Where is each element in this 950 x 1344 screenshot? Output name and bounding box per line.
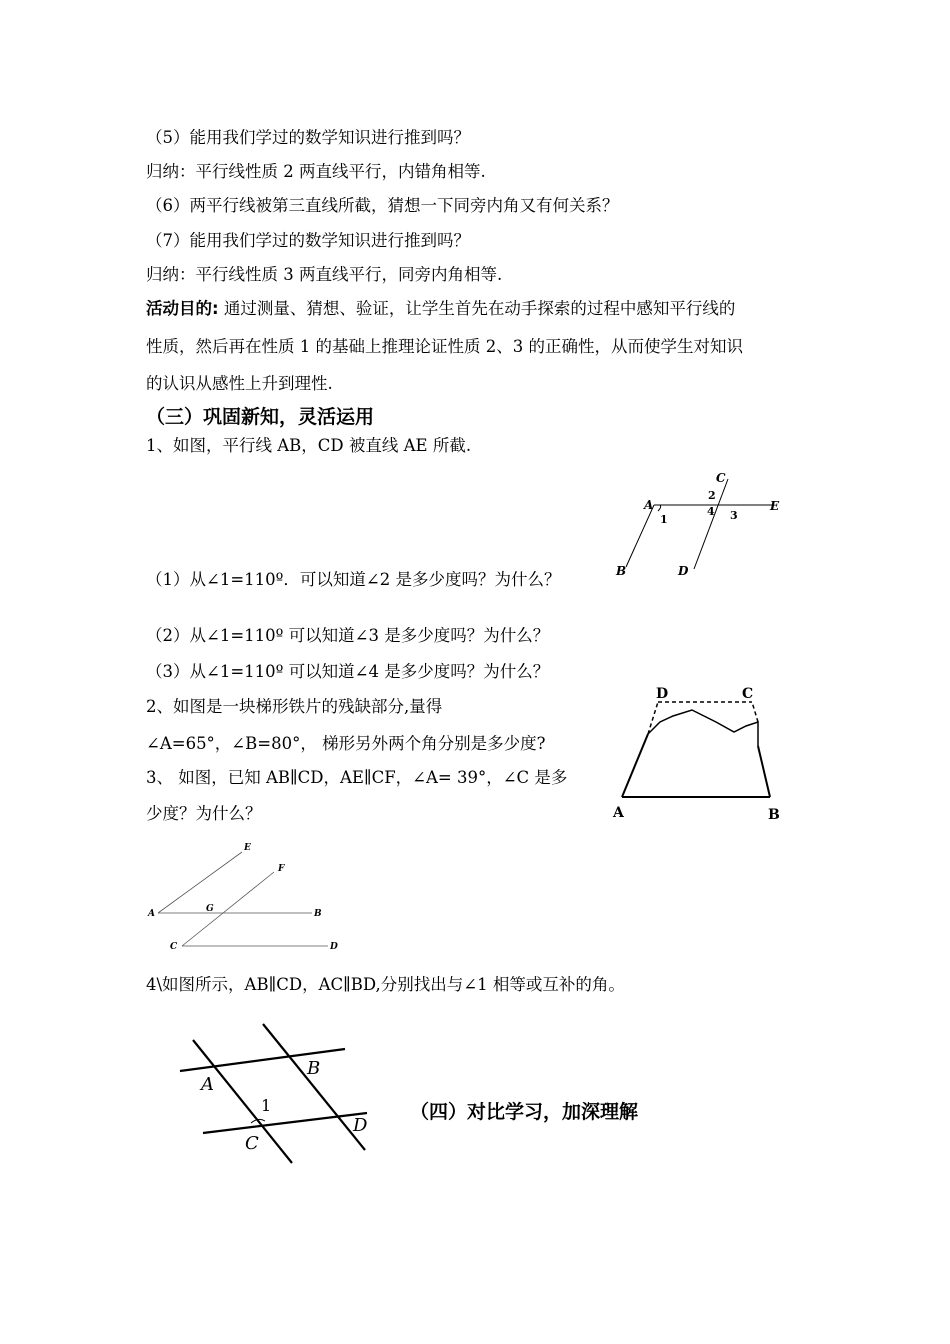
fig4-label-D: D [353,1115,368,1136]
fig3-label-C: C [170,942,178,952]
fig4-angle-1: 1 [261,1096,272,1115]
fig4-label-A: A [201,1074,214,1095]
fig3-label-A: A [148,909,155,919]
fig1-label-E: E [770,499,780,513]
fig2-label-A: A [613,805,624,821]
problem-2-line-2: ∠A=65°，∠B=80°， 梯形另外两个角分别是多少度? [146,734,546,753]
section-4-heading: （四）对比学习，加深理解 [410,1101,639,1123]
problem-4: 4\如图所示，AB∥CD，AC∥BD,分别找出与∠1 相等或互补的角。 [146,975,625,994]
activity-purpose-line-2: 性质，然后再在性质 1 的基础上推理论证性质 2、3 的正确性，从而使学生对知识 [146,337,743,356]
figure-3-parallel-lines [140,838,350,958]
problem-3-line-1: 3、 如图，已知 AB∥CD，AE∥CF，∠A= 39°，∠C 是多 [146,768,568,787]
fig3-label-B: B [314,909,322,919]
summary-property-2: 归纳：平行线性质 2 两直线平行，内错角相等. [146,162,486,181]
fig3-label-D: D [330,942,338,952]
fig3-label-E: E [244,843,251,853]
fig1-label-A: A [644,498,654,512]
fig1-angle-4: 4 [707,505,715,518]
fig2-label-C: C [742,686,754,702]
fig4-label-C: C [245,1133,259,1154]
activity-purpose-label: 活动目的: [146,299,219,318]
section-3-heading: （三）巩固新知，灵活运用 [146,406,375,428]
problem-1: 1、如图，平行线 AB，CD 被直线 AE 所截. [146,436,472,455]
figure-1-parallel-lines [610,465,790,585]
fig1-label-B: B [616,564,627,578]
problem-1-part-2: （2）从∠1=110º 可以知道∠3 是多少度吗？为什么？ [146,626,550,645]
fig2-label-B: B [768,807,780,823]
fig3-label-F: F [278,864,285,874]
activity-purpose-text: 通过测量、猜想、验证，让学生首先在动手探索的过程中感知平行线的 [223,299,736,318]
fig2-label-D: D [656,686,669,702]
question-5: （5）能用我们学过的数学知识进行推到吗？ [146,128,470,147]
problem-1-part-3: （3）从∠1=110º 可以知道∠4 是多少度吗？为什么？ [146,662,550,681]
problem-3-line-2: 少度？为什么？ [146,804,262,823]
fig3-label-G: G [206,904,214,914]
problem-2-line-1: 2、如图是一块梯形铁片的残缺部分,量得 [146,697,443,716]
fig1-angle-1: 1 [660,513,668,526]
figure-4-parallelogram-lines [175,1018,375,1168]
question-6: （6）两平行线被第三直线所截，猜想一下同旁内角又有何关系？ [146,196,619,215]
fig1-angle-3: 3 [730,509,738,522]
activity-purpose-line-1 [146,299,735,319]
problem-1-part-1: （1）从∠1=110º．可以知道∠2 是多少度吗？为什么？ [146,570,561,589]
summary-property-3: 归纳：平行线性质 3 两直线平行，同旁内角相等. [146,265,503,284]
fig4-label-B: B [307,1058,321,1079]
figure-2-trapezoid [608,682,793,822]
question-7: （7）能用我们学过的数学知识进行推到吗？ [146,231,470,250]
activity-purpose-line-3: 的认识从感性上升到理性. [146,374,333,393]
fig1-label-D: D [678,564,689,578]
fig1-label-C: C [716,471,726,485]
fig1-angle-2: 2 [708,489,716,502]
